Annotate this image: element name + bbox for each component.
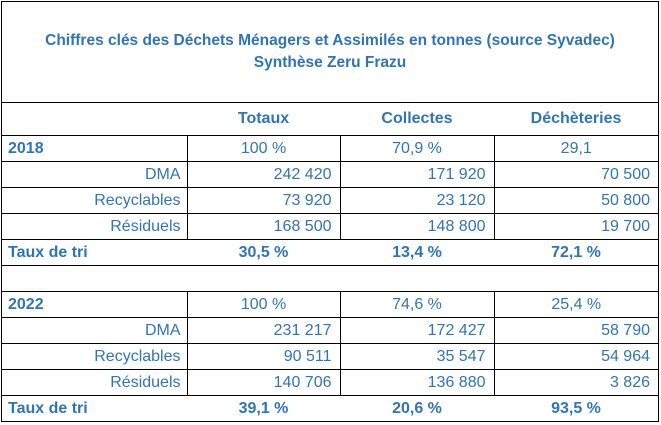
pct-collectes: 74,6 % [340, 292, 494, 318]
header-collectes: Collectes [340, 103, 494, 136]
cell-totaux: 168 500 [187, 214, 340, 240]
taux-decheteries: 72,1 % [494, 240, 658, 266]
table-row-residuels-2018 [2, 214, 658, 240]
taux-decheteries: 93,5 % [494, 396, 658, 422]
data-table-sheet [1, 1, 659, 422]
row-label: Résiduels [2, 214, 187, 240]
cell-totaux: 231 217 [187, 318, 340, 344]
table-row-dma-2018 [2, 162, 658, 188]
cell-totaux: 140 706 [187, 370, 340, 396]
cell-collectes: 136 880 [340, 370, 494, 396]
taux-collectes: 13,4 % [340, 240, 494, 266]
cell-collectes: 23 120 [340, 188, 494, 214]
taux-totaux: 30,5 % [187, 240, 340, 266]
cell-collectes: 171 920 [340, 162, 494, 188]
taux-row-2018 [2, 240, 658, 266]
cell-totaux: 73 920 [187, 188, 340, 214]
row-label: Résiduels [2, 370, 187, 396]
header-empty-cell [2, 103, 187, 136]
table-row-dma-2022 [2, 318, 658, 344]
cell-collectes: 172 427 [340, 318, 494, 344]
table-subtitle: Synthèse Zeru Frazu [253, 54, 407, 71]
table-row-recyclables-2022 [2, 344, 658, 370]
title-block [2, 2, 658, 103]
row-label: Recyclables [2, 188, 187, 214]
pct-decheteries: 29,1 [494, 136, 658, 162]
header-decheteries: Déchèteries [494, 103, 658, 136]
cell-decheteries: 19 700 [494, 214, 658, 240]
year-row-2018 [2, 136, 658, 162]
year-label: 2022 [2, 292, 187, 318]
pct-totaux: 100 % [187, 292, 340, 318]
waste-figures-table [2, 103, 658, 422]
cell-totaux: 90 511 [187, 344, 340, 370]
header-row [2, 103, 658, 136]
cell-collectes: 148 800 [340, 214, 494, 240]
cell-decheteries: 58 790 [494, 318, 658, 344]
spacer-cell [2, 266, 658, 292]
year-label: 2018 [2, 136, 187, 162]
pct-decheteries: 25,4 % [494, 292, 658, 318]
cell-decheteries: 3 826 [494, 370, 658, 396]
pct-totaux: 100 % [187, 136, 340, 162]
cell-decheteries: 54 964 [494, 344, 658, 370]
spacer-row [2, 266, 658, 292]
taux-label: Taux de tri [2, 396, 187, 422]
taux-row-2022 [2, 396, 658, 422]
row-label: DMA [2, 162, 187, 188]
row-label: DMA [2, 318, 187, 344]
pct-collectes: 70,9 % [340, 136, 494, 162]
cell-decheteries: 50 800 [494, 188, 658, 214]
table-title: Chiffres clés des Déchets Ménagers et Assimilés en tonnes (source Syvadec) [45, 32, 615, 49]
row-label: Recyclables [2, 344, 187, 370]
taux-label: Taux de tri [2, 240, 187, 266]
header-totaux: Totaux [187, 103, 340, 136]
taux-totaux: 39,1 % [187, 396, 340, 422]
cell-decheteries: 70 500 [494, 162, 658, 188]
cell-collectes: 35 547 [340, 344, 494, 370]
taux-collectes: 20,6 % [340, 396, 494, 422]
table-row-recyclables-2018 [2, 188, 658, 214]
cell-totaux: 242 420 [187, 162, 340, 188]
table-row-residuels-2022 [2, 370, 658, 396]
year-row-2022 [2, 292, 658, 318]
